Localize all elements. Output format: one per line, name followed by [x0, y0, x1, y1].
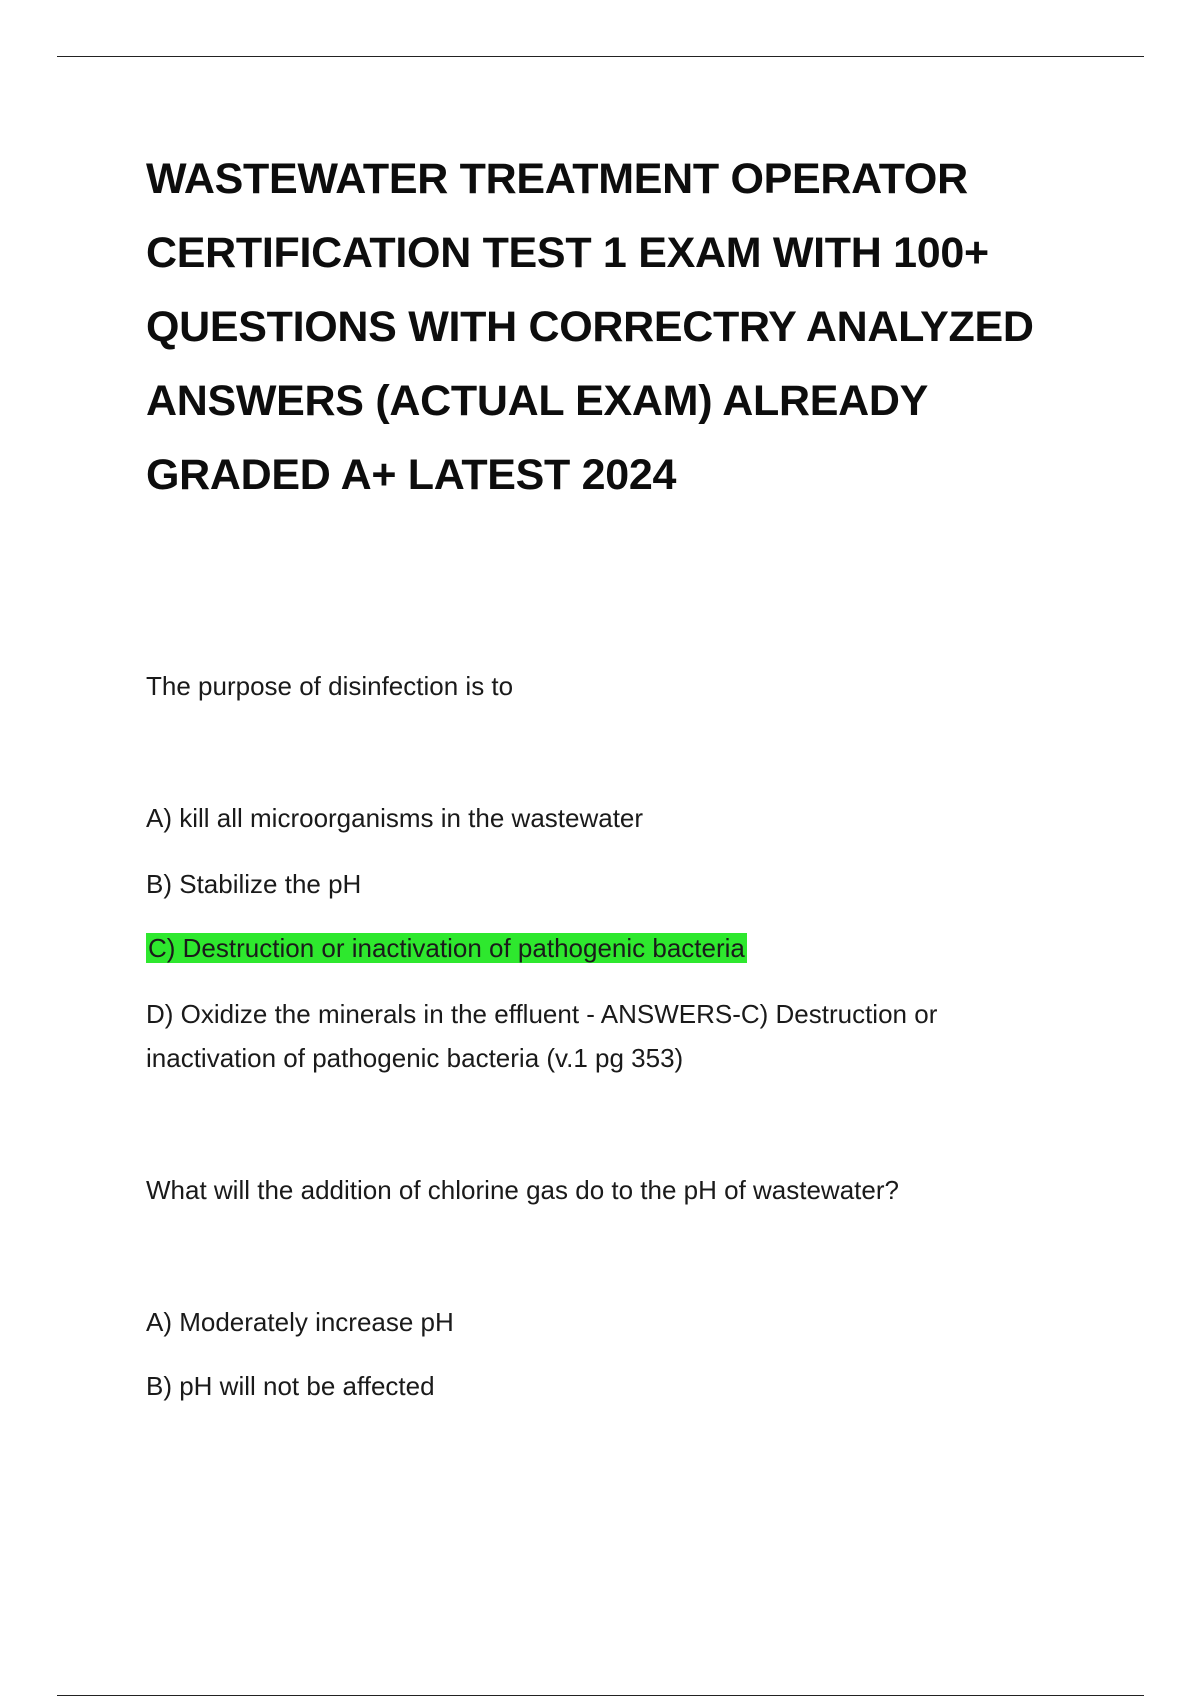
question-2-option-b: B) pH will not be affected [146, 1371, 435, 1401]
bottom-rule [57, 1695, 1144, 1696]
top-rule [57, 56, 1144, 57]
question-2-option-a: A) Moderately increase pH [146, 1307, 454, 1337]
question-1-option-a: A) kill all microorganisms in the wastewater [146, 803, 644, 833]
question-1-option-d-with-answer: D) Oxidize the minerals in the effluent - ANSWERS-C) Destruction or inactivation of pathogenic bacteria (v.1 pg 353) [146, 999, 938, 1073]
question-2-prompt: What will the addition of chlorine gas do to the pH of wastewater? [146, 1175, 899, 1205]
answer-highlight: C) Destruction or inactivation of pathogenic bacteria [148, 933, 745, 963]
document-title: WASTEWATER TREATMENT OPERATOR CERTIFICATION TEST 1 EXAM WITH 100+ QUESTIONS WITH CORRECTRY ANALYZED ANSWERS (ACTUAL EXAM) ALREADY GRADED A+ LATEST 2024 [146, 155, 1034, 499]
question-1-option-b: B) Stabilize the pH [146, 869, 362, 899]
question-1-option-c-highlighted [146, 926, 747, 970]
question-1-prompt: The purpose of disinfection is to [146, 671, 514, 701]
